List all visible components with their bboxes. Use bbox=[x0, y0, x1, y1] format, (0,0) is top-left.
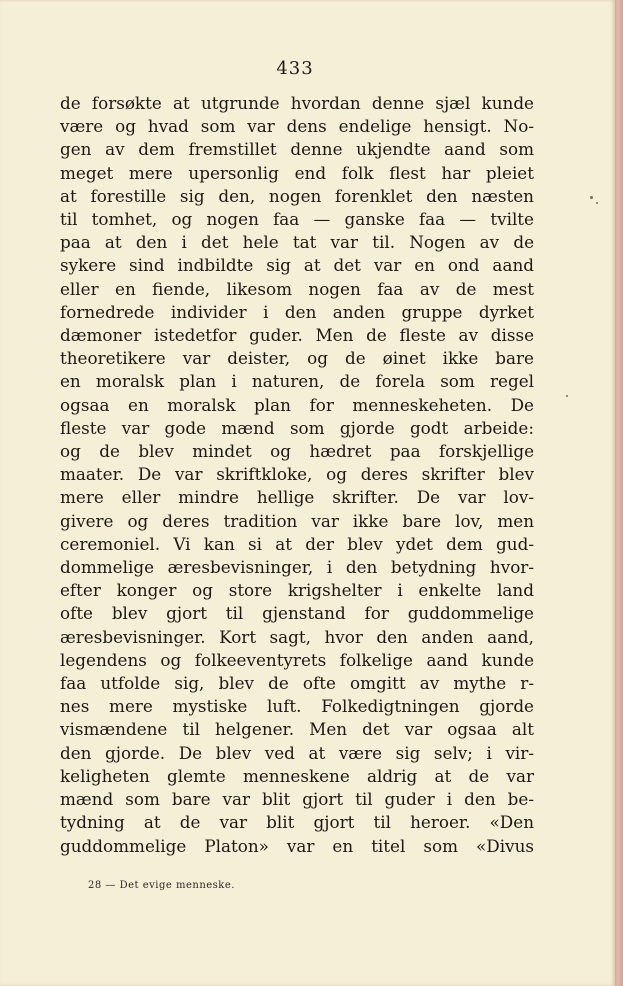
text-line: efter konger og store krigshelter i enkelte land bbox=[60, 580, 534, 601]
text-line: en moralsk plan i naturen, de forela som regel bbox=[60, 371, 534, 392]
text-line: mænd som bare var blit gjort til guder i den be- bbox=[60, 789, 534, 810]
text-line: sykere sind indbildte sig at det var en ond aand bbox=[60, 255, 534, 276]
text-line: theoretikere var deister, og de øinet ikke bare bbox=[60, 348, 534, 369]
paper-speck bbox=[590, 196, 593, 199]
text-line: at forestille sig den, nogen forenklet den næsten bbox=[60, 185, 534, 206]
text-line: mere eller mindre hellige skrifter. De var lov- bbox=[60, 487, 534, 508]
paper-speck bbox=[596, 202, 598, 204]
text-line: maater. De var skriftkloke, og deres skrifter blev bbox=[60, 464, 534, 485]
text-line: de forsøkte at utgrunde hvordan denne sjæl kunde bbox=[60, 93, 534, 113]
text-line: faa utfolde sig, blev de ofte omgitt av mythe r- bbox=[60, 673, 534, 694]
text-line: legendens og folkeeventyrets folkelige aand kunde bbox=[60, 649, 534, 670]
signature-mark: 28 — Det evige menneske. bbox=[88, 880, 235, 891]
text-line: nes mere mystiske luft. Folkedigtningen gjorde bbox=[60, 696, 534, 717]
text-line: og de blev mindet og hædret paa forskjellige bbox=[60, 441, 534, 462]
paper-speck bbox=[566, 395, 568, 397]
page-edge bbox=[615, 0, 623, 986]
text-line: ceremoniel. Vi kan si at der blev ydet dem gud- bbox=[60, 533, 534, 554]
text-line: guddommelige Platon» var en titel som «Divus bbox=[60, 835, 534, 856]
text-line: ofte blev gjort til gjenstand for guddommelige bbox=[60, 603, 534, 624]
text-line: meget mere upersonlig end folk flest har pleiet bbox=[60, 162, 534, 183]
text-line: ogsaa en moralsk plan for menneskeheten. De bbox=[60, 394, 534, 415]
text-line: eller en fiende, likesom nogen faa av de mest bbox=[60, 278, 534, 299]
text-line: æresbevisninger. Kort sagt, hvor den anden aand, bbox=[60, 626, 534, 647]
text-line: dommelige æresbevisninger, i den betydning hvor- bbox=[60, 557, 534, 578]
text-line: dæmoner istedetfor guder. Men de fleste av disse bbox=[60, 325, 534, 346]
text-line: vismændene til helgener. Men det var ogsaa alt bbox=[60, 719, 534, 740]
body-text bbox=[60, 92, 534, 858]
text-line: givere og deres tradition var ikke bare lov, men bbox=[60, 510, 534, 531]
text-line: paa at den i det hele tat var til. Nogen av de bbox=[60, 232, 534, 253]
text-line: fornedrede individer i den anden gruppe dyrket bbox=[60, 301, 534, 322]
text-line: tydning at de var blit gjort til heroer. «Den bbox=[60, 812, 534, 833]
page-number: 433 bbox=[276, 58, 314, 79]
text-line: gen av dem fremstillet denne ukjendte aand som bbox=[60, 139, 534, 160]
text-line: keligheten glemte menneskene aldrig at de var bbox=[60, 765, 534, 786]
text-line: fleste var gode mænd som gjorde godt arbeide: bbox=[60, 417, 534, 438]
text-line: være og hvad som var dens endelige hensigt. No- bbox=[60, 116, 534, 137]
text-line: den gjorde. De blev ved at være sig selv; i vir- bbox=[60, 742, 534, 763]
text-line: til tomhet, og nogen faa — ganske faa — tvilte bbox=[60, 209, 534, 230]
